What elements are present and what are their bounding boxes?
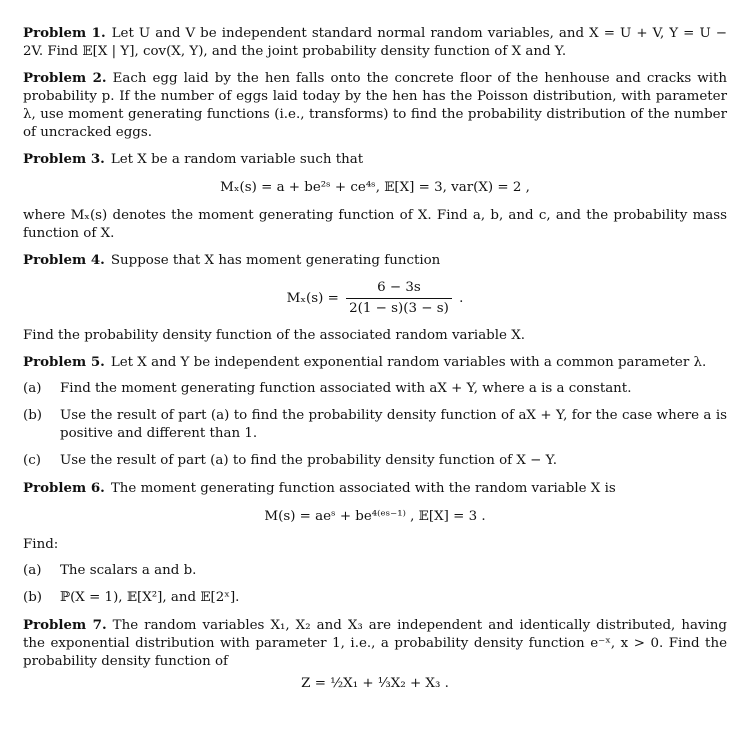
part-text: Use the result of part (a) to find the probability density function of X − Y. <box>60 453 558 468</box>
problem-parts <box>23 562 727 607</box>
problem-intro: Let X be a random variable such that <box>110 152 364 167</box>
problem-3 <box>23 150 727 243</box>
part-label: (b) <box>23 590 43 605</box>
part-label: (a) <box>23 563 42 578</box>
part-label: (a) <box>23 381 42 396</box>
problem-text: Let U and V be independent standard normal random variables, and X = U + V, Y = U − 2V. Find 𝔼[X | Y], cov(X, Y), and the joint probability density function of X and Y. <box>23 26 727 59</box>
problem-part <box>23 407 727 443</box>
problem-part <box>23 562 727 580</box>
problem-7 <box>23 616 727 693</box>
problem-5 <box>23 353 727 470</box>
problem-intro: The random variables X₁, X₂ and X₃ are independent and identically distributed, having the exponential distribution with parameter 1, i.e., a probability density function e⁻ˣ, x > 0. Find the probability density function of <box>23 618 728 669</box>
problem-part <box>23 589 727 607</box>
part-label: (b) <box>23 408 43 423</box>
problem-parts <box>23 380 727 470</box>
problem-title: Problem 2. <box>23 70 107 86</box>
display-equation: Mₓ(s) = a + be²ˢ + ce⁴ˢ, 𝔼[X] = 3, var(X) = 2 , <box>220 180 530 195</box>
problem-part <box>23 452 727 470</box>
part-text: Find the moment generating function associated with aX + Y, where a is a constant. <box>60 381 632 396</box>
problem-followup: Find the probability density function of the associated random variable X. <box>23 328 525 343</box>
problem-intro: Suppose that X has moment generating function <box>110 253 441 268</box>
problem-4 <box>23 251 727 345</box>
problem-title: Problem 4. <box>23 252 105 268</box>
fraction-denominator: 2(1 − s)(3 − s) <box>349 301 449 316</box>
equation-tail: . <box>459 291 464 306</box>
part-text: The scalars a and b. <box>60 563 197 578</box>
problem-title: Problem 3. <box>23 151 105 167</box>
problem-text: Each egg laid by the hen falls onto the concrete floor of the henhouse and cracks with probability p. If the number of eggs laid today by the hen has the Poisson distribution, with parameter λ, use moment generating functions (i.e., transforms) to find the probability distribution of the number of uncracked eggs. <box>23 71 727 140</box>
display-equation: Z = ½X₁ + ⅓X₂ + X₃ . <box>301 676 449 691</box>
display-equation: M(s) = aeˢ + be⁴⁽ᵉˢ⁻¹⁾ , 𝔼[X] = 3 . <box>264 509 486 524</box>
problem-intro: Let X and Y be independent exponential random variables with a common parameter λ. <box>110 355 707 370</box>
problem-title: Problem 1. <box>23 25 106 41</box>
problem-title: Problem 7. <box>23 617 107 633</box>
problem-2 <box>23 69 727 142</box>
problem-1 <box>23 24 727 61</box>
problem-intro: The moment generating function associated with the random variable X is <box>110 481 616 496</box>
fraction <box>346 280 452 317</box>
equation-lhs: Mₓ(s) = <box>286 291 339 306</box>
problem-part <box>23 380 727 398</box>
problem-followup: where Mₓ(s) denotes the moment generating function of X. Find a, b, and c, and the probability mass function of X. <box>23 208 727 241</box>
display-equation <box>23 280 727 317</box>
find-label: Find: <box>23 537 59 552</box>
problem-title: Problem 5. <box>23 354 105 370</box>
problem-6 <box>23 479 727 607</box>
part-text: Use the result of part (a) to find the probability density function of aX + Y, for the case where a is positive and different than 1. <box>60 408 727 441</box>
part-label: (c) <box>23 453 41 468</box>
fraction-numerator: 6 − 3s <box>346 280 452 299</box>
part-text: ℙ(X = 1), 𝔼[X²], and 𝔼[2ˣ]. <box>60 590 240 605</box>
problem-title: Problem 6. <box>23 480 105 496</box>
